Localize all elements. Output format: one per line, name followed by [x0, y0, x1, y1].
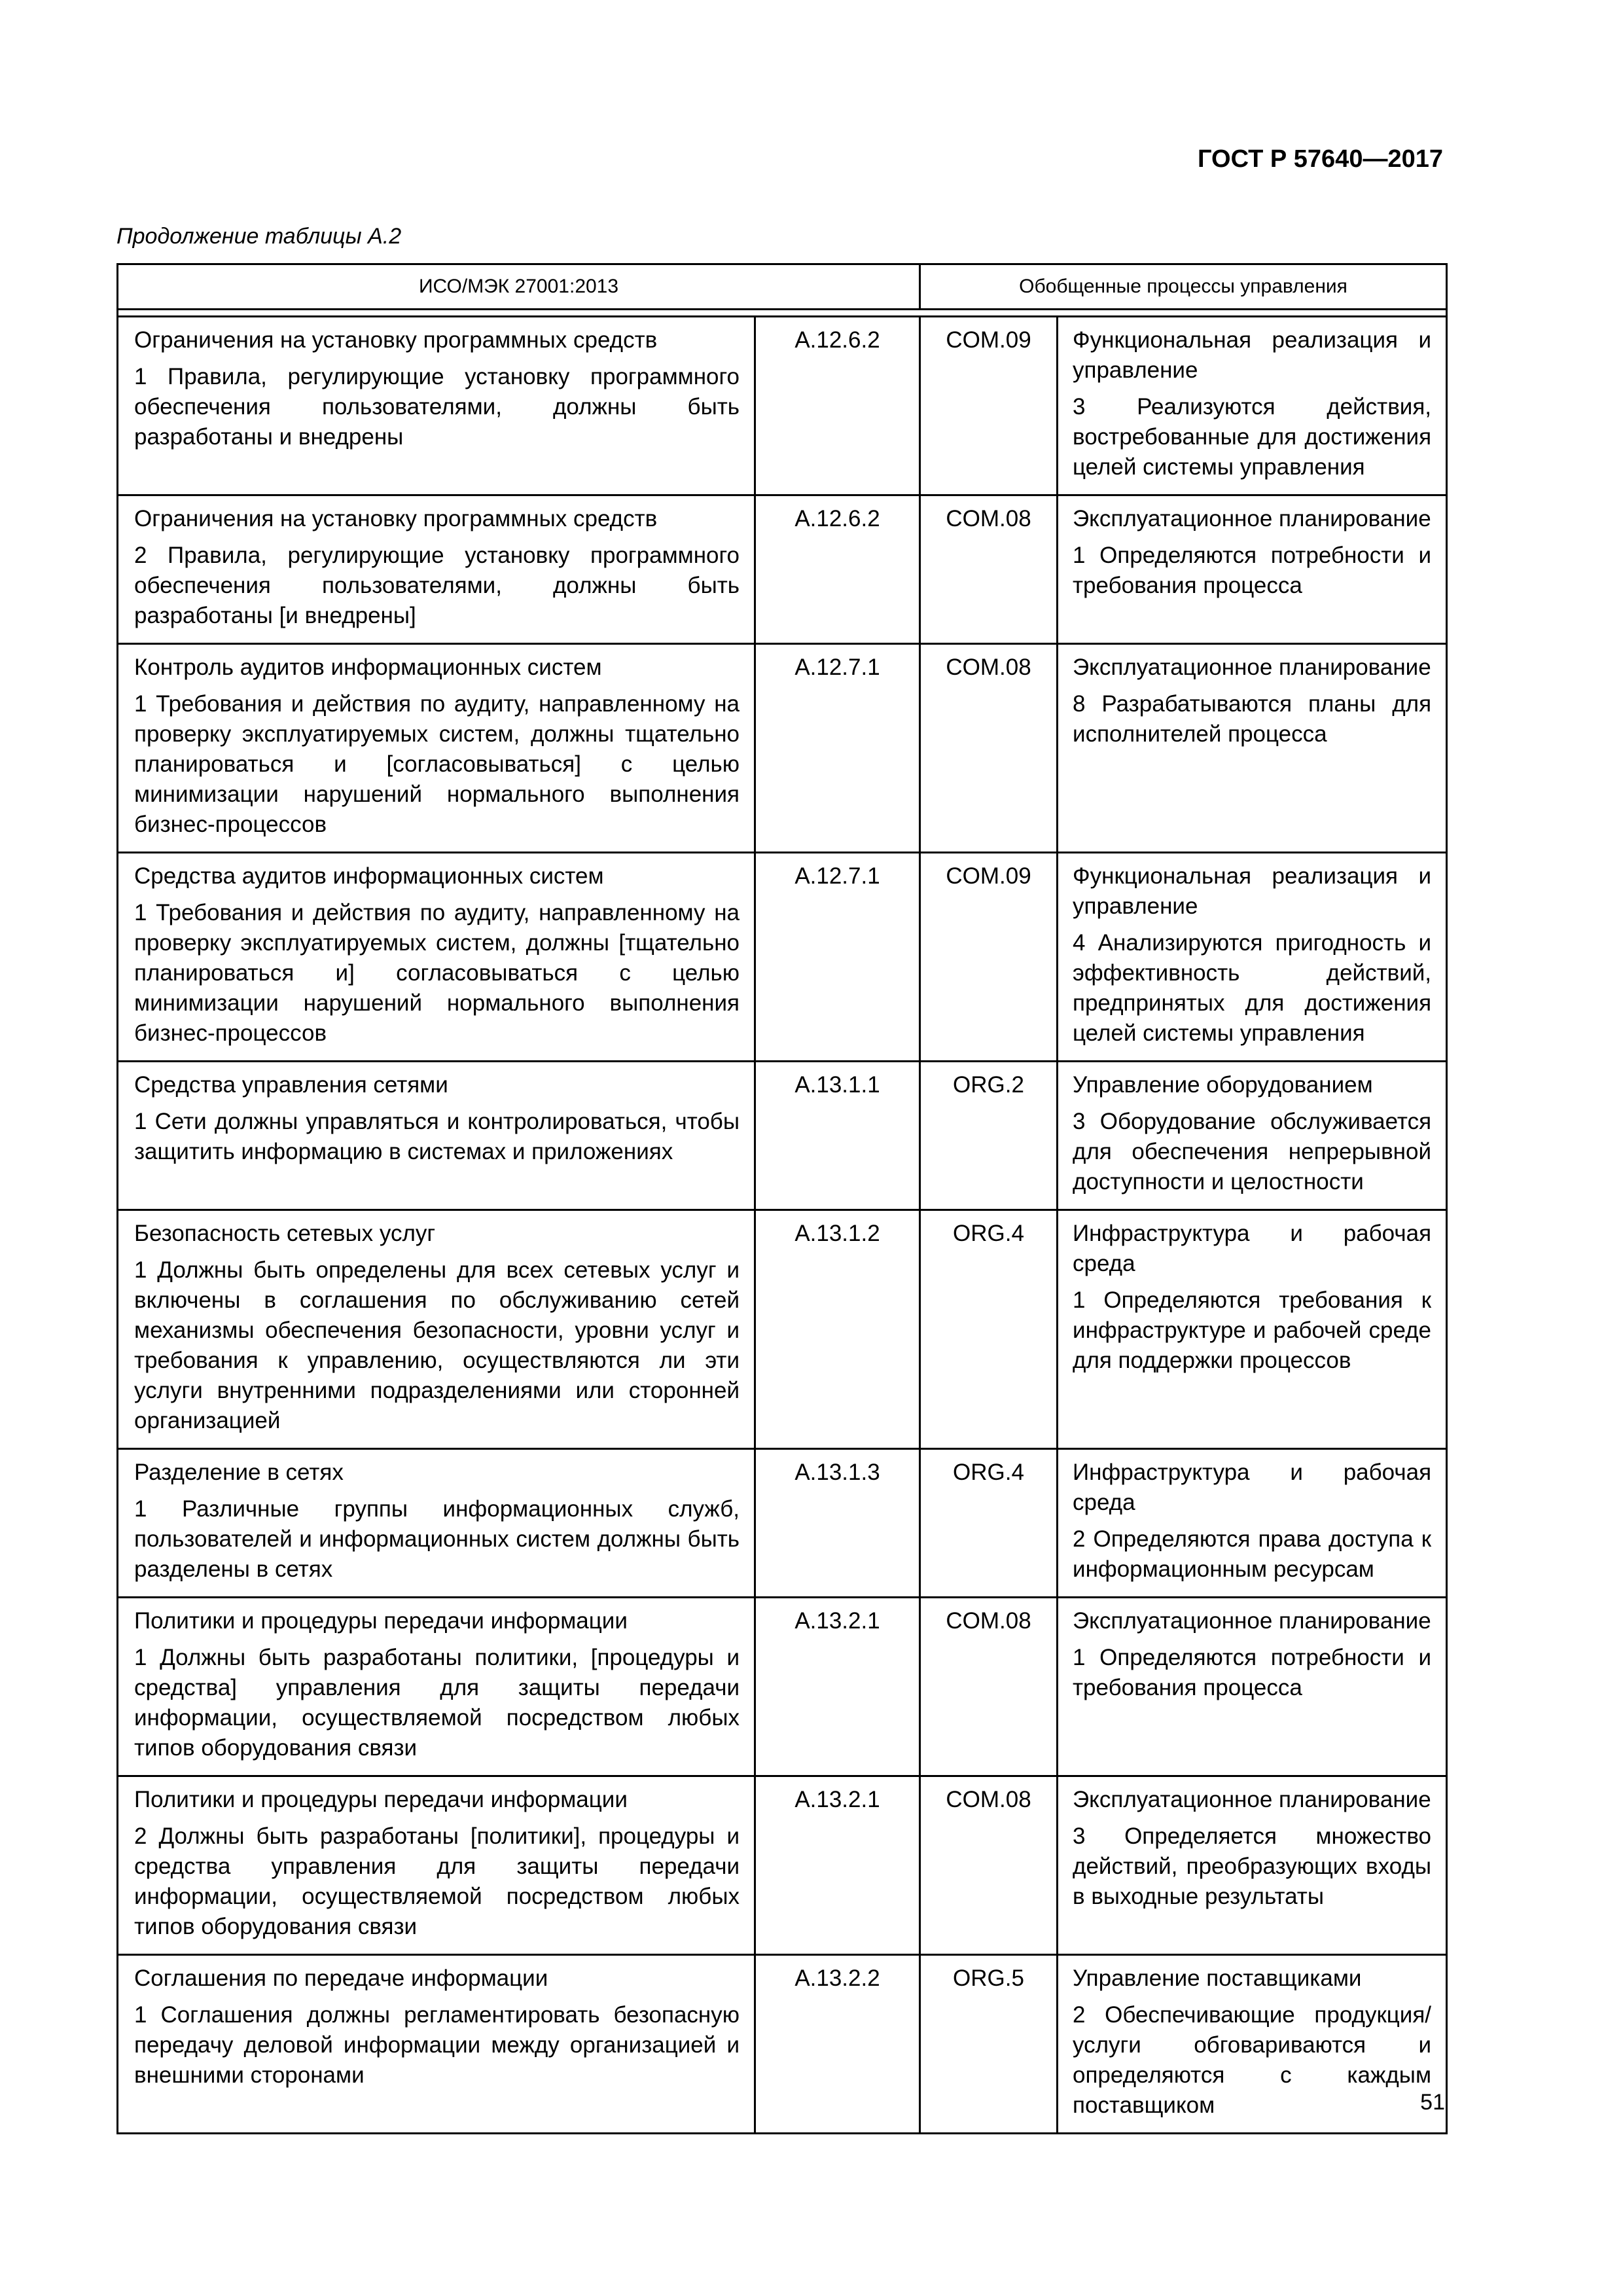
iso-control-title: Политики и процедуры передачи информации	[134, 1608, 628, 1634]
iso-cell	[118, 644, 755, 853]
generic-process-title: Функциональная реализация и управление	[1073, 863, 1432, 919]
generic-process-title: Эксплуатационное планирование	[1073, 655, 1431, 680]
iso-requirement-text: 2 Должны быть разработаны [политики], процедуры и средства управления для защиты передачи информации, осуществляемой посредством любых типов оборудования связи	[134, 1823, 740, 1939]
iso-cell	[118, 1062, 755, 1210]
document-code: ГОСТ Р 57640—2017	[1198, 145, 1443, 173]
process-code: ORG.4	[920, 1210, 1058, 1449]
generic-process-text: 3 Реализуются действия, востребованные для достижения целей системы управления	[1073, 394, 1432, 480]
table-row	[118, 1210, 1447, 1449]
iso-requirement-text: 1 Должны быть определены для всех сетевых услуг и включены в соглашения по обслуживанию сетей механизмы обеспечения безопасности, уровни услуг и требования к управлению, осуществляются ли эти услуги внутренними подразделениями или сторонней организацией	[134, 1257, 740, 1433]
generic-process-cell	[1058, 1449, 1447, 1598]
generic-process-cell	[1058, 644, 1447, 853]
generic-process-text: 1 Определяются потребности и требования процесса	[1073, 543, 1432, 598]
table-row	[118, 1776, 1447, 1955]
table-header-row	[118, 264, 1447, 310]
table-row	[118, 1598, 1447, 1776]
generic-process-text: 2 Определяются права доступа к информационным ресурсам	[1073, 1526, 1432, 1582]
iso-reference: A.13.2.2	[755, 1955, 920, 2134]
page-number: 51	[1420, 2090, 1445, 2115]
iso-reference: A.13.1.3	[755, 1449, 920, 1598]
generic-process-title: Управление поставщиками	[1073, 1965, 1362, 1991]
iso-control-title: Ограничения на установку программных средств	[134, 506, 658, 531]
generic-process-cell	[1058, 317, 1447, 495]
iso-cell	[118, 1955, 755, 2134]
header-separator	[118, 310, 1447, 317]
iso-cell	[118, 1210, 755, 1449]
iso-reference: A.13.1.2	[755, 1210, 920, 1449]
iso-cell	[118, 853, 755, 1062]
iso-requirement-text: 1 Требования и действия по аудиту, направленному на проверку эксплуатируемых систем, должны тщательно планироваться и [согласовываться] с целью минимизации нарушений нормального выполнения бизнес-процессов	[134, 691, 740, 837]
generic-process-cell	[1058, 495, 1447, 644]
generic-process-text: 1 Определяются потребности и требования процесса	[1073, 1645, 1432, 1700]
iso-cell	[118, 317, 755, 495]
process-code: ORG.4	[920, 1449, 1058, 1598]
generic-process-text: 8 Разрабатываются планы для исполнителей процесса	[1073, 691, 1432, 747]
iso-requirement-text: 1 Соглашения должны регламентировать безопасную передачу деловой информации между организацией и внешними сторонами	[134, 2002, 740, 2088]
generic-process-title: Эксплуатационное планирование	[1073, 1787, 1431, 1812]
table-row	[118, 495, 1447, 644]
iso-cell	[118, 1776, 755, 1955]
generic-process-title: Инфраструктура и рабочая среда	[1073, 1460, 1432, 1515]
iso-reference: A.12.6.2	[755, 317, 920, 495]
iso-cell	[118, 1449, 755, 1598]
generic-process-title: Эксплуатационное планирование	[1073, 506, 1431, 531]
iso-reference: A.13.1.1	[755, 1062, 920, 1210]
iso-control-title: Разделение в сетях	[134, 1460, 344, 1485]
generic-process-title: Функциональная реализация и управление	[1073, 327, 1432, 383]
iso-requirement-text: 1 Сети должны управляться и контролироваться, чтобы защитить информацию в системах и приложениях	[134, 1109, 740, 1164]
iso-reference: A.12.6.2	[755, 495, 920, 644]
process-code: ORG.2	[920, 1062, 1058, 1210]
iso-control-title: Ограничения на установку программных средств	[134, 327, 658, 353]
process-code: COM.08	[920, 495, 1058, 644]
iso-cell	[118, 495, 755, 644]
process-code: COM.09	[920, 853, 1058, 1062]
iso-requirement-text: 2 Правила, регулирующие установку программного обеспечения пользователями, должны быть разработаны [и внедрены]	[134, 543, 740, 628]
iso-requirement-text: 1 Требования и действия по аудиту, направленному на проверку эксплуатируемых систем, должны [тщательно планироваться и] согласовываться с целью минимизации нарушений нормального выполнения бизнес-процессов	[134, 900, 740, 1046]
header-generic-processes: Обобщенные процессы управления	[920, 264, 1447, 310]
table-row	[118, 853, 1447, 1062]
process-code: ORG.5	[920, 1955, 1058, 2134]
generic-process-text: 3 Оборудование обслуживается для обеспечения непрерывной доступности и целостности	[1073, 1109, 1432, 1194]
iso-reference: A.12.7.1	[755, 853, 920, 1062]
iso-requirement-text: 1 Различные группы информационных служб, пользователей и информационных систем должны быть разделены в сетях	[134, 1496, 740, 1582]
mapping-table	[116, 263, 1448, 2134]
generic-process-cell	[1058, 1210, 1447, 1449]
generic-process-title: Управление оборудованием	[1073, 1072, 1373, 1098]
generic-process-text: 3 Определяется множество действий, преобразующих входы в выходные результаты	[1073, 1823, 1432, 1909]
generic-process-text: 4 Анализируются пригодность и эффективность действий, предпринятых для достижения целей системы управления	[1073, 930, 1432, 1046]
table-row	[118, 644, 1447, 853]
generic-process-cell	[1058, 1955, 1447, 2134]
table-body	[118, 317, 1447, 2134]
iso-control-title: Соглашения по передаче информации	[134, 1965, 548, 1991]
process-code: COM.08	[920, 1776, 1058, 1955]
iso-control-title: Политики и процедуры передачи информации	[134, 1787, 628, 1812]
iso-requirement-text: 1 Должны быть разработаны политики, [процедуры и средства] управления для защиты передачи информации, осуществляемой посредством любых типов оборудования связи	[134, 1645, 740, 1761]
generic-process-title: Инфраструктура и рабочая среда	[1073, 1221, 1432, 1276]
generic-process-cell	[1058, 1062, 1447, 1210]
table-row	[118, 1449, 1447, 1598]
table-row	[118, 317, 1447, 495]
table-row	[118, 1955, 1447, 2134]
process-code: COM.09	[920, 317, 1058, 495]
generic-process-cell	[1058, 853, 1447, 1062]
process-code: COM.08	[920, 1598, 1058, 1776]
generic-process-title: Эксплуатационное планирование	[1073, 1608, 1431, 1634]
iso-control-title: Средства управления сетями	[134, 1072, 448, 1098]
iso-cell	[118, 1598, 755, 1776]
process-code: COM.08	[920, 644, 1058, 853]
generic-process-cell	[1058, 1776, 1447, 1955]
iso-reference: A.13.2.1	[755, 1598, 920, 1776]
iso-control-title: Контроль аудитов информационных систем	[134, 655, 602, 680]
iso-control-title: Средства аудитов информационных систем	[134, 863, 604, 889]
iso-reference: A.13.2.1	[755, 1776, 920, 1955]
iso-control-title: Безопасность сетевых услуг	[134, 1221, 436, 1246]
generic-process-text: 2 Обеспечивающие продукция/услуги обговариваются и определяются с каждым поставщиком	[1073, 2002, 1432, 2118]
iso-requirement-text: 1 Правила, регулирующие установку программного обеспечения пользователями, должны быть разработаны и внедрены	[134, 364, 740, 450]
generic-process-cell	[1058, 1598, 1447, 1776]
header-iso: ИСО/МЭК 27001:2013	[118, 264, 920, 310]
table-row	[118, 1062, 1447, 1210]
generic-process-text: 1 Определяются требования к инфраструктуре и рабочей среде для поддержки процессов	[1073, 1287, 1432, 1373]
table-caption: Продолжение таблицы А.2	[116, 224, 402, 249]
iso-reference: A.12.7.1	[755, 644, 920, 853]
